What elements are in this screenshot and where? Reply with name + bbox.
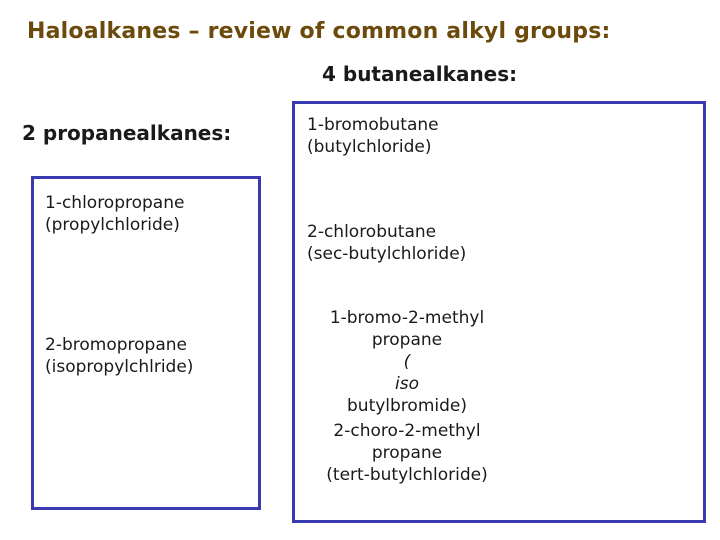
compound-name: 2-choro-2-methyl [333, 421, 481, 441]
common-name: (isopropylchlride) [45, 357, 194, 377]
common-name: (propylchloride) [45, 215, 180, 235]
common-name-rest: butylbromide) [347, 396, 467, 416]
common-name [307, 351, 507, 417]
propane-heading: 2 propanealkanes: [22, 121, 232, 145]
compound-name: 2-chlorobutane [307, 222, 437, 242]
propane-entry-2 [45, 334, 193, 378]
butane-entry-2 [307, 221, 466, 265]
common-name: (tert-butylchloride) [326, 465, 488, 485]
compound-name-cont: propane [371, 330, 443, 350]
slide-title: Haloalkanes – review of common alkyl groups: [27, 19, 611, 44]
compound-name-cont: propane [371, 443, 443, 463]
propane-entry-1 [45, 192, 184, 236]
compound-name: 1-bromobutane [307, 115, 439, 135]
butane-entry-1 [307, 114, 439, 158]
paren-open: ( [403, 352, 411, 372]
common-name: (sec-butylchloride) [307, 244, 467, 264]
iso-prefix: iso [395, 374, 419, 394]
butane-entry-4 [307, 420, 507, 486]
compound-name: 2-bromopropane [45, 335, 187, 355]
butane-entry-3 [307, 307, 507, 417]
butane-heading: 4 butanealkanes: [322, 62, 518, 86]
compound-name: 1-chloropropane [45, 193, 185, 213]
compound-name: 1-bromo-2-methyl [329, 308, 485, 328]
common-name: (butylchloride) [307, 137, 432, 157]
